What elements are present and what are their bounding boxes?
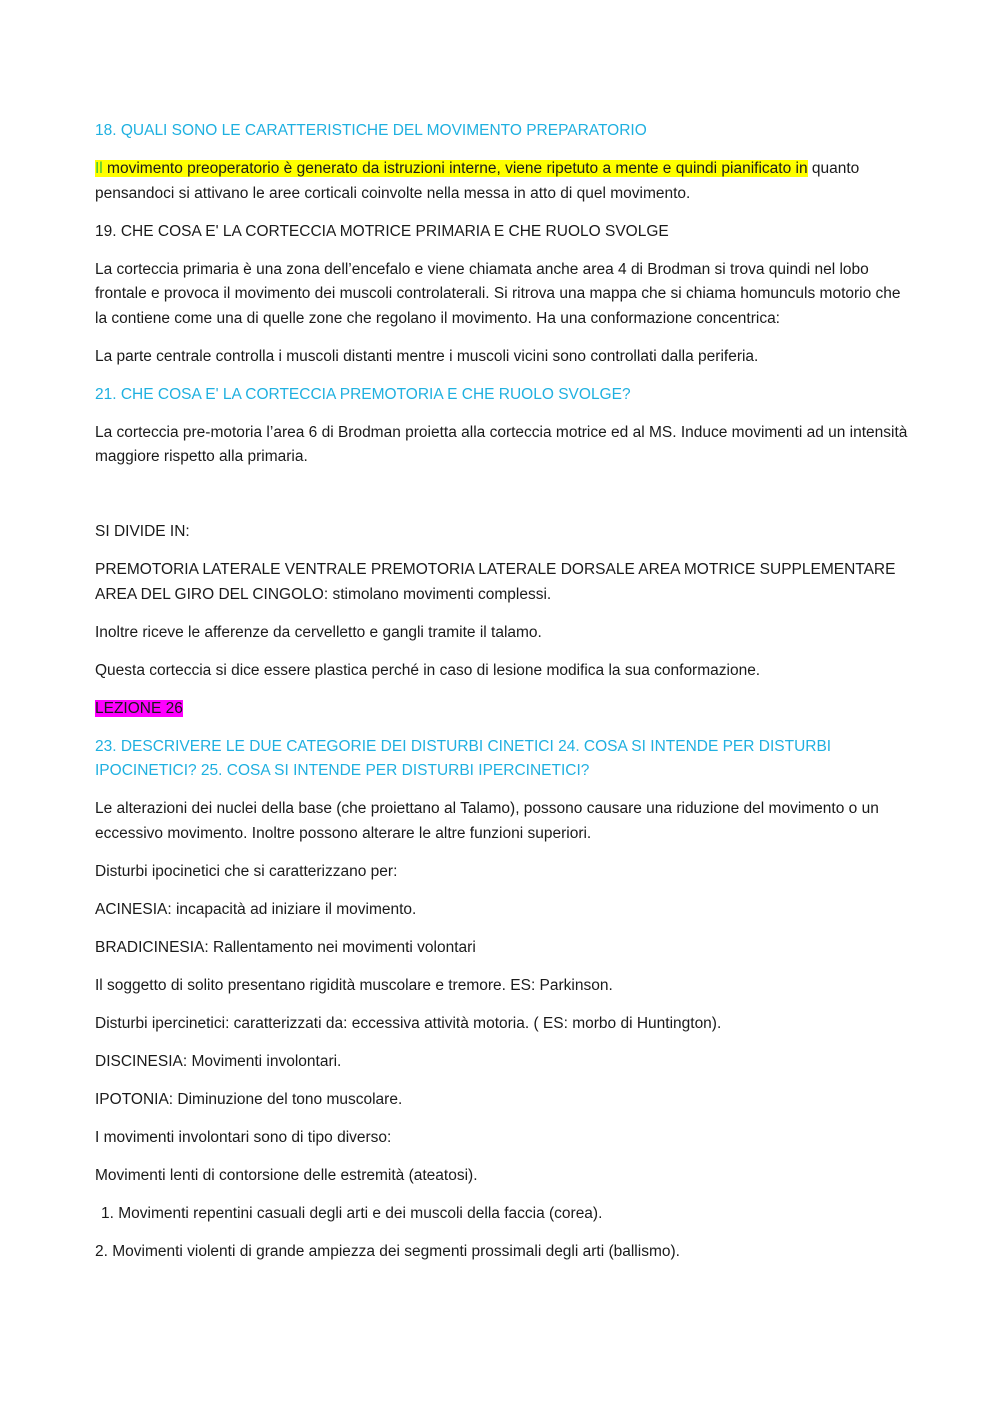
question-23-paragraph-6: Disturbi ipercinetici: caratterizzati da: eccessiva attività motoria. ( ES: morbo di Huntington). xyxy=(95,1014,722,1032)
lesson-label: LEZIONE 26 xyxy=(95,699,183,717)
list-item-1: 1. Movimenti repentini casuali degli arti e dei muscoli della faccia (corea). xyxy=(101,1204,603,1222)
question-23-paragraph-1: Le alterazioni dei nuclei della base (che proiettano al Talamo), possono causare una riduzione del movimento o un eccessivo movimento. Inoltre possono alterare le altre funzioni superiori. xyxy=(95,800,879,842)
question-23-paragraph-3: ACINESIA: incapacità ad iniziare il movimento. xyxy=(95,900,417,918)
question-19-paragraph-1: La corteccia primaria è una zona dell’encefalo e viene chiamata anche area 4 di Brodman si trova quindi nel lobo frontale e provoca il movimento dei muscoli controlaterali. Si ritrova una mappa che si chiama homunculs motorio che la contiene come una di quelle zone che regolano il movimento. Ha una conformazione concentrica: xyxy=(95,260,901,327)
question-23-paragraph-8: IPOTONIA: Diminuzione del tono muscolare. xyxy=(95,1090,403,1108)
blank-line xyxy=(95,483,910,520)
question-19-heading: 19. CHE COSA E' LA CORTECCIA MOTRICE PRIMARIA E CHE RUOLO SVOLGE xyxy=(95,222,669,240)
question-23-paragraph-10: Movimenti lenti di contorsione delle estremità (ateatosi). xyxy=(95,1166,478,1184)
answer-rest: quanto pensandoci si attivano le aree corticali coinvolte nella messa in atto di quel movimento. xyxy=(95,160,860,202)
document-body xyxy=(95,119,910,1278)
question-23-heading: 23. DESCRIVERE LE DUE CATEGORIE DEI DISTURBI CINETICI 24. COSA SI INTENDE PER DISTURBI IPOCINETICI? 25. COSA SI INTENDE PER DISTURBI IPERCINETICI? xyxy=(95,737,832,779)
question-21-paragraph-2: SI DIVIDE IN: xyxy=(95,523,190,540)
answer-first-word: Il xyxy=(95,160,103,177)
question-21-paragraph-4: Inoltre riceve le afferenze da cervelletto e gangli tramite il talamo. xyxy=(95,623,542,641)
question-19-paragraph-2: La parte centrale controlla i muscoli distanti mentre i muscoli vicini sono controllati dalla periferia. xyxy=(95,347,759,365)
question-23-paragraph-5: Il soggetto di solito presentano rigidità muscolare e tremore. ES: Parkinson. xyxy=(95,976,613,994)
question-23-paragraph-7: DISCINESIA: Movimenti involontari. xyxy=(95,1052,342,1070)
question-23-paragraph-2: Disturbi ipocinetici che si caratterizzano per: xyxy=(95,862,398,880)
list-item-2: 2. Movimenti violenti di grande ampiezza dei segmenti prossimali degli arti (ballismo). xyxy=(95,1242,680,1260)
lesson-label-paragraph xyxy=(95,697,910,722)
question-18-answer xyxy=(95,157,910,206)
question-18-heading: 18. QUALI SONO LE CARATTERISTICHE DEL MOVIMENTO PREPARATORIO xyxy=(95,122,647,139)
question-23-paragraph-9: I movimenti involontari sono di tipo diverso: xyxy=(95,1128,392,1146)
question-21-paragraph-5: Questa corteccia si dice essere plastica perché in caso di lesione modifica la sua conformazione. xyxy=(95,661,761,679)
question-23-paragraph-4: BRADICINESIA: Rallentamento nei movimenti volontari xyxy=(95,938,476,956)
question-21-heading: 21. CHE COSA E' LA CORTECCIA PREMOTORIA E CHE RUOLO SVOLGE? xyxy=(95,385,631,403)
question-21-paragraph-1: La corteccia pre-motoria l’area 6 di Brodman proietta alla corteccia motrice ed al MS. Induce movimenti ad un intensità maggiore rispetto alla primaria. xyxy=(95,423,908,465)
highlighted-text: movimento preoperatorio è generato da istruzioni interne, viene ripetuto a mente e quindi pianificato in xyxy=(102,160,808,177)
question-21-paragraph-3: PREMOTORIA LATERALE VENTRALE PREMOTORIA LATERALE DORSALE AREA MOTRICE SUPPLEMENTARE AREA DEL GIRO DEL CINGOLO: stimolano movimenti complessi. xyxy=(95,561,896,603)
